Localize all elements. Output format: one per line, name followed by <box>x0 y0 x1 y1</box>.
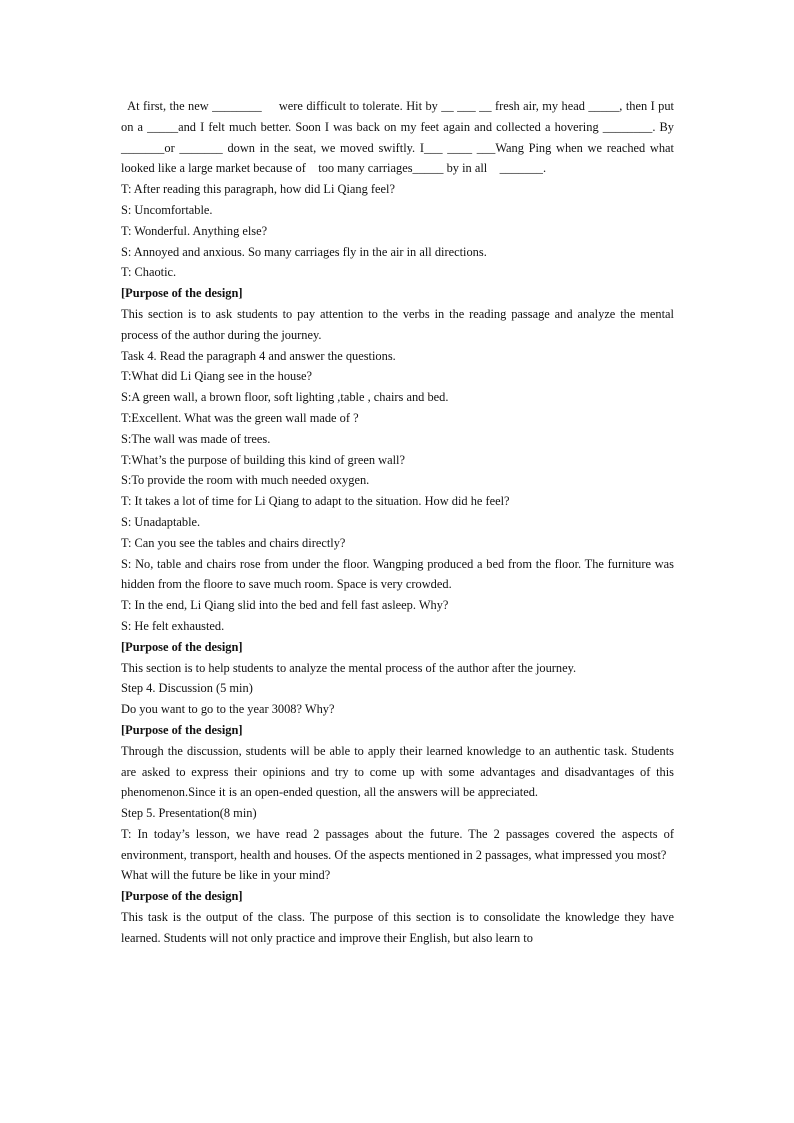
section-heading: [Purpose of the design] <box>121 889 243 904</box>
student-answer: S: Annoyed and anxious. So many carriages fly in the air in all directions. <box>121 244 487 259</box>
teacher-question: T:Excellent. What was the green wall made of ? <box>121 410 359 425</box>
teacher-question: T: In the end, Li Qiang slid into the bed and fell fast asleep. Why? <box>121 598 449 613</box>
design-purpose-text: This task is the output of the class. The purpose of this section is to consolidate the knowledge they have learned. Students will not only practice and improve their English, but also learn to <box>121 910 674 945</box>
student-answer: S: Unadaptable. <box>121 514 201 529</box>
student-answer: S:A green wall, a brown floor, soft lighting ,table , chairs and bed. <box>121 390 449 405</box>
student-answer: S: No, table and chairs rose from under the floor. Wangping produced a bed from the floor. The furniture was hidden from the floore to save much room. Space is very crowded. <box>121 556 674 592</box>
student-answer: S: He felt exhausted. <box>121 618 225 633</box>
teacher-question: T: Chaotic. <box>121 265 177 280</box>
teacher-question: T:What’s the purpose of building this kind of green wall? <box>121 452 405 467</box>
task-title: Task 4. Read the paragraph 4 and answer the questions. <box>121 348 396 363</box>
student-answer: S:The wall was made of trees. <box>121 431 271 446</box>
section-heading: [Purpose of the design] <box>121 286 243 301</box>
passage-paragraph: At first, the new ________ were difficult to tolerate. Hit by __ ___ __ fresh air, my head _____, then I put on a _____and I felt much better. Soon I was back on my feet again and collected a hovering ________. By _______or _______ down in the seat, we moved swiftly. I___ ____ ___Wang Ping when we reached what looked like a large market because of too many carriages_____ by in all _______. <box>121 99 674 176</box>
teacher-question: T: Can you see the tables and chairs directly? <box>121 535 346 550</box>
teacher-question: T: In today’s lesson, we have read 2 passages about the future. The 2 passages covered the aspects of environment, transport, health and houses. Of the aspects mentioned in 2 passages, what impressed you most? <box>121 826 674 862</box>
teacher-question: T:What did Li Qiang see in the house? <box>121 369 313 384</box>
document-page <box>121 96 674 949</box>
section-heading: [Purpose of the design] <box>121 639 243 654</box>
teacher-question: T: After reading this paragraph, how did Li Qiang feel? <box>121 182 395 197</box>
student-answer: S: Uncomfortable. <box>121 202 213 217</box>
student-answer: S:To provide the room with much needed oxygen. <box>121 473 370 488</box>
teacher-question: T: Wonderful. Anything else? <box>121 223 268 238</box>
step-title: Step 5. Presentation(8 min) <box>121 806 257 821</box>
design-purpose-text: This section is to ask students to pay attention to the verbs in the reading passage and analyze the mental process of the author during the journey. <box>121 306 674 342</box>
teacher-question: T: It takes a lot of time for Li Qiang to adapt to the situation. How did he feel? <box>121 494 510 509</box>
section-heading: [Purpose of the design] <box>121 722 243 737</box>
design-purpose-text: This section is to help students to analyze the mental process of the author after the journey. <box>121 660 577 675</box>
discussion-question: Do you want to go to the year 3008? Why? <box>121 702 335 717</box>
presentation-question: What will the future be like in your mind? <box>121 868 331 883</box>
step-title: Step 4. Discussion (5 min) <box>121 681 253 696</box>
design-purpose-text: Through the discussion, students will be able to apply their learned knowledge to an authentic task. Students are asked to express their opinions and try to come up with some advantages and disadvantages of this phenomenon.Since it is an open-ended question, all the answers will be appreciated. <box>121 743 674 800</box>
